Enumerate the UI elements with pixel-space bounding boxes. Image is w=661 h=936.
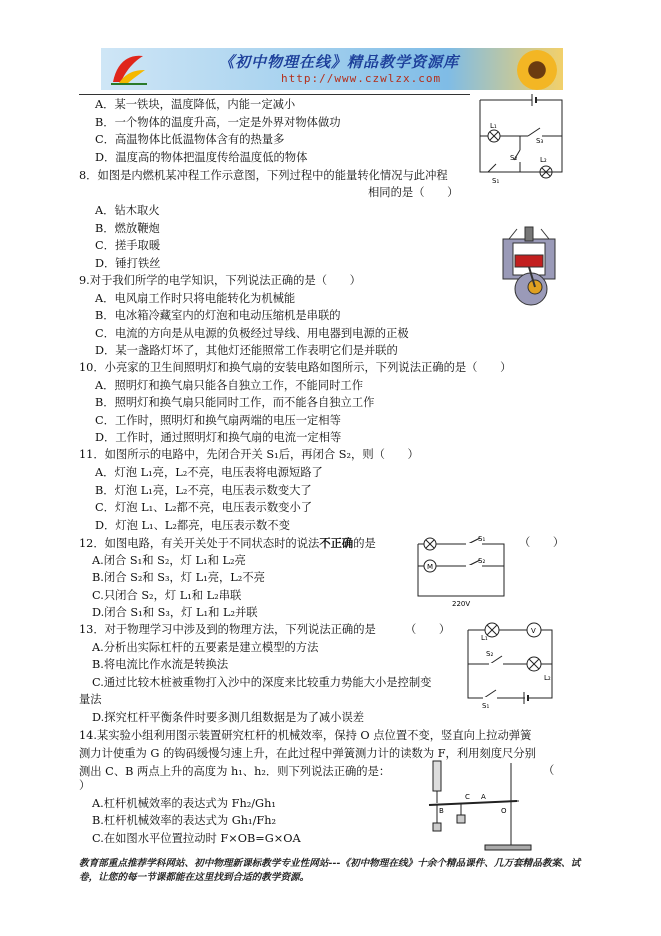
q8-option-c: C．搓手取暖 — [95, 239, 161, 252]
q9-option-a: A．电风扇工作时只将电能转化为机械能 — [95, 292, 296, 305]
q7-label-s1: S₁ — [492, 177, 500, 184]
banner-title: 《初中物理在线》精品教学资源库 — [219, 53, 460, 71]
q7-option-b: B．一个物体的温度升高，一定是外界对物体做功 — [95, 116, 341, 129]
q12-option-a: A.闭合 S₁和 S₂，灯 L₁和 L₂亮 — [92, 554, 246, 567]
sunflower-image — [517, 50, 557, 90]
q12-option-d: D.闭合 S₁和 S₃，灯 L₁和 L₂并联 — [92, 606, 258, 619]
site-logo — [109, 52, 149, 86]
q14-lever-figure — [425, 757, 535, 857]
q7-option-c: C．高温物体比低温物体含有的热量多 — [95, 133, 285, 146]
q12-option-c: C.只闭合 S₂，灯 L₁和 L₂串联 — [92, 589, 242, 602]
q12-option-b: B.闭合 S₂和 S₃，灯 L₁亮，L₂不亮 — [92, 571, 265, 584]
q9-option-b: B．电冰箱冷藏室内的灯泡和电动压缩机是串联的 — [95, 309, 341, 322]
q8-option-b: B．燃放鞭炮 — [95, 222, 160, 235]
q11-option-a: A．灯泡 L₁亮，L₂不亮，电压表将电源短路了 — [95, 466, 323, 479]
q12-label-voltage: 220V — [452, 600, 471, 608]
q13-label-l2: L₂ — [544, 674, 551, 682]
q7-label-l1: L₁ — [490, 122, 497, 130]
q9-stem: 9.对于我们所学的电学知识，下列说法正确的是（ ） — [79, 274, 361, 287]
q14-blank-open: （ — [543, 764, 555, 777]
q13-option-d: D.探究杠杆平衡条件时要多测几组数据是为了减小误差 — [92, 711, 365, 724]
q8-option-a: A．钻木取火 — [95, 204, 160, 217]
q14-label-c: C — [465, 793, 470, 801]
q12-stem-a: 12．如图电路，有关开关处于不同状态时的说法 — [79, 537, 320, 550]
q8-option-d: D．锤打铁丝 — [95, 257, 161, 270]
q14-stem: 14.某实验小组利用图示装置研究杠杆的机械效率，保持 O 点位置不变，竖直向上拉动弹簧测力计使重为 G 的钩码缓慢匀速上升，在此过程中弹簧测力计的读数为 F，利用刻度尺分别测出 C、B 两点上升的高度为 h₁、h₂．则下列说法正确的是： — [79, 729, 536, 778]
divider — [79, 94, 470, 95]
q14-label-b: B — [439, 807, 444, 815]
header-banner — [101, 48, 563, 90]
q7-option-a: A．某一铁块，温度降低，内能一定减小 — [95, 98, 296, 111]
q13-label-s1: S₁ — [482, 702, 490, 710]
q12-blank: （ ） — [519, 536, 565, 549]
q14-option-b: B.杠杆机械效率的表达式为 Gh₁/Fh₂ — [92, 814, 277, 827]
q10-option-c: C．工作时，照明灯和换气扇两端的电压一定相等 — [95, 414, 341, 427]
q14-option-a: A.杠杆机械效率的表达式为 Fh₂/Gh₁ — [92, 797, 276, 810]
q7-label-s2: S₂ — [510, 154, 518, 162]
q11-stem: 11．如图所示的电路中，先闭合开关 S₁后，再闭合 S₂，则（ ） — [79, 448, 419, 461]
q13-option-b: B.将电流比作水流是转换法 — [92, 658, 229, 671]
q14-option-c: C.在如图水平位置拉动时 F×OB=G×OA — [92, 832, 301, 845]
q11-option-c: C．灯泡 L₁、L₂都不亮，电压表示数变小了 — [95, 501, 313, 514]
q10-option-d: D．工作时，通过照明灯和换气扇的电流一定相等 — [95, 431, 342, 444]
q13-option-c-cont: 量法 — [79, 693, 102, 706]
q13-label-l1: L₁ — [481, 634, 488, 642]
q12-stem — [79, 535, 376, 552]
q13-option-a: A.分析出实际杠杆的五要素是建立模型的方法 — [92, 641, 319, 654]
q13-circuit-figure — [460, 618, 560, 710]
q10-option-b: B．照明灯和换气扇只能同时工作，而不能各自独立工作 — [95, 396, 375, 409]
q7-option-d: D．温度高的物体把温度传给温度低的物体 — [95, 151, 308, 164]
q8-engine-figure — [495, 221, 565, 311]
q9-option-d: D．某一盏路灯坏了，其他灯还能照常工作表明它们是并联的 — [95, 344, 398, 357]
q7-label-s3: S₃ — [536, 137, 544, 145]
q9-option-c: C．电流的方向是从电源的负极经过导线、用电器到电源的正极 — [95, 327, 409, 340]
q12-stem-b: 的是 — [353, 537, 376, 550]
q13-stem: 13．对于物理学习中涉及到的物理方法，下列说法正确的是 — [79, 623, 376, 636]
q10-stem: 10．小亮家的卫生间照明灯和换气扇的安装电路如图所示，下列说法正确的是（ ） — [79, 361, 512, 374]
q12-label-s2: S₂ — [478, 557, 486, 565]
q12-label-s1: S₁ — [478, 535, 486, 543]
q12-stem-emphasis: 不正确 — [319, 536, 354, 550]
q12-circuit-figure — [408, 530, 513, 610]
q14-label-a: A — [481, 793, 486, 801]
q13-label-v: V — [531, 627, 536, 635]
q13-option-c: C.通过比较木桩被重物打入沙中的深度来比较重力势能大小是控制变 — [92, 676, 432, 689]
banner-url[interactable]: http://www.czwlzx.com — [281, 72, 442, 85]
q8-stem-cont: 相同的是（ ） — [368, 186, 459, 199]
q10-option-a: A．照明灯和换气扇只能各自独立工作，不能同时工作 — [95, 379, 363, 392]
q14-blank-close: ） — [79, 779, 91, 792]
q7-label-l2: L₂ — [540, 156, 547, 164]
q11-option-b: B．灯泡 L₁亮，L₂不亮，电压表示数变大了 — [95, 484, 312, 497]
q13-label-s2: S₂ — [486, 650, 494, 658]
q13-blank: （ ） — [405, 623, 451, 636]
q8-stem: 8．如图是内燃机某冲程工作示意图，下列过程中的能量转化情况与此冲程 — [79, 169, 448, 182]
q12-label-m: M — [427, 563, 434, 571]
q7-circuit-figure — [470, 92, 570, 184]
q11-option-d: D．灯泡 L₁、L₂都亮，电压表示数不变 — [95, 519, 290, 532]
footer-text: 教育部重点推荐学科网站、初中物理新课标教学专业性网站---《初中物理在线》十余个精品课件、几万套精品教案、试卷，让您的每一节课都能在这里找到合适的教学资源。 — [79, 858, 581, 883]
q14-label-o: O — [501, 807, 507, 815]
